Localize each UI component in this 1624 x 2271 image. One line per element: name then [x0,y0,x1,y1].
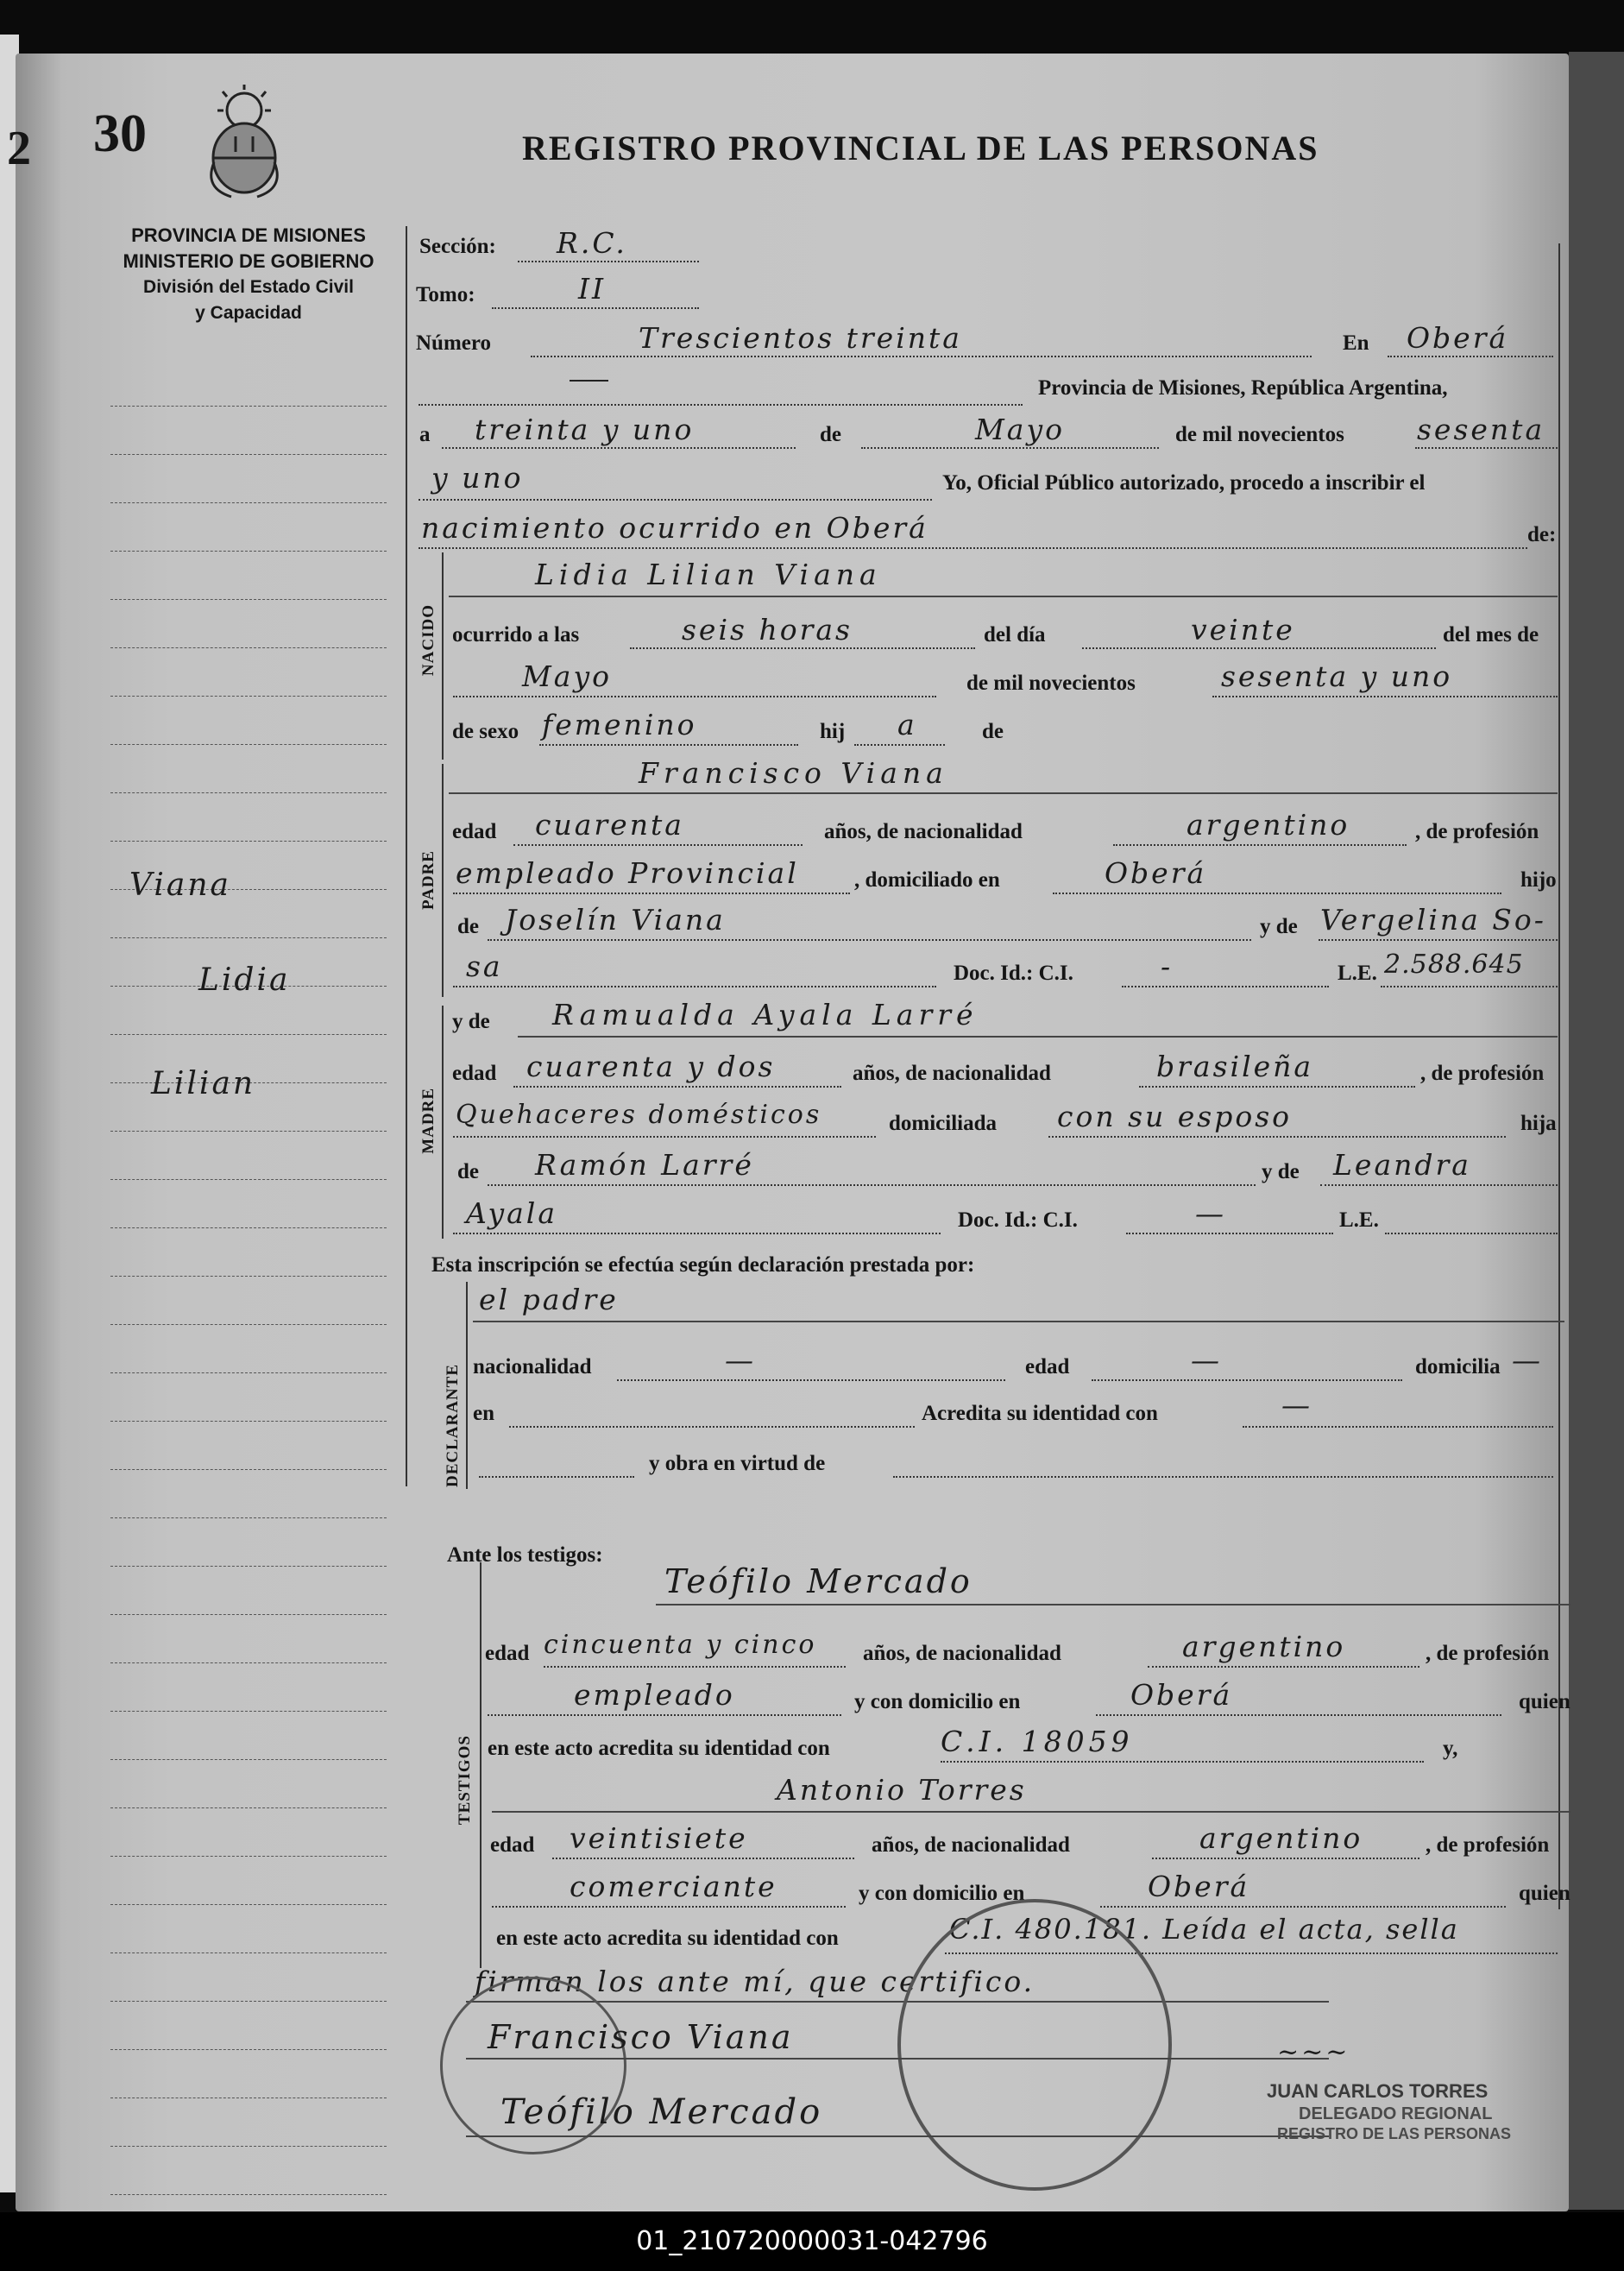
yo-label: Yo, Oficial Público autorizado, procedo a inscribir el [942,471,1426,495]
margin-ruled-line [110,1711,387,1712]
madre-edad-value: cuarenta y dos [526,1050,776,1083]
seccion-value: R.C. [557,226,627,260]
t2-prof-value: comerciante [570,1870,777,1903]
decl-edad-line [1092,1379,1402,1381]
abuelo-pat-de-label: de [457,915,479,938]
margin-ruled-line [110,551,387,552]
anio-value-1: sesenta [1417,413,1545,446]
abuelo-mat-value: Ramón Larré [535,1148,754,1182]
abuelo-mat-de-label: de [457,1160,479,1183]
page-number: 30 [93,104,147,163]
madre-prof-line [453,1136,876,1138]
t2-dom-value: Oberá [1148,1870,1250,1903]
abuela-mat-value-1: Leandra [1333,1148,1471,1182]
madre-ci-value: — [1195,1196,1226,1230]
t1-nac-value: argentino [1182,1630,1346,1663]
padre-prof-line [453,893,850,894]
madre-hija-label: hija [1520,1112,1557,1135]
t2-id-value: C.I. 480.181. Leída el acta, sella [949,1913,1459,1946]
decl-acredita-label: Acredita su identidad con [922,1402,1158,1425]
padre-edad-label: edad [452,820,497,843]
mes-line [861,447,1159,449]
office-ministry: MINISTERIO DE GOBIERNO [123,250,375,272]
padre-le-line [1381,986,1558,987]
dia-value: treinta y uno [475,413,695,446]
margin-page-number: 2 [7,122,31,175]
book-page-edge [1569,52,1624,2210]
madre-le-label: L.E. [1339,1208,1379,1232]
decl-en-label: en [473,1402,494,1425]
margin-ruled-line [110,1227,387,1228]
padre-dom-value: Oberá [1105,856,1207,890]
madre-edad-label: edad [452,1062,497,1085]
provincia-dash [570,380,608,382]
t2-dom-label: y con domicilio en [859,1882,1025,1905]
inscribe-value: nacimiento ocurrido en Oberá [421,511,928,545]
numero-value: Trescientos treinta [639,321,962,355]
abuela-mat-y-de-label: y de [1262,1160,1300,1183]
sexo-label: de sexo [452,720,519,743]
testigo1-value: Teófilo Mercado [664,1562,973,1600]
t2-dom-line [1100,1906,1506,1908]
madre-dom-value: con su esposo [1057,1100,1293,1133]
declarante-value: el padre [479,1283,619,1316]
anio-nac-line [1212,696,1558,697]
padre-nac-value: argentino [1187,808,1350,842]
decl-obra-label: y obra en virtud de [649,1452,826,1475]
abuela-mat2-line [453,1233,941,1234]
t1-y-label: y, [1443,1737,1458,1760]
numero-label: Número [416,331,492,355]
nombre-value: Lidia Lilian Viana [535,558,882,591]
t1-prof-value: empleado [574,1678,735,1712]
margin-ruled-line [110,599,387,600]
hora-value: seis horas [682,613,853,647]
hij-value: a [897,708,917,741]
t2-nac-label: años, de nacionalidad [872,1833,1070,1857]
margin-ruled-line [110,1469,387,1470]
t1-quien-label: quien [1519,1690,1570,1713]
madre-dom-label: domiciliada [889,1112,998,1135]
signature-father: Francisco Viana [488,2018,794,2056]
padre-nombre-value: Francisco Viana [639,756,948,790]
margin-ruled-line [110,1034,387,1035]
declarante-section-tab: DECLARANTE [444,1364,462,1488]
margin-ruled-line [110,1904,387,1905]
madre-prof-value: Quehaceres domésticos [456,1100,822,1130]
office-capacity: y Capacidad [195,303,302,323]
mes-value: Mayo [975,413,1065,446]
decl-en-line [509,1426,915,1428]
image-id-footer: 01_210720000031-042796 [0,2212,1624,2271]
padre-nac-label: años, de nacionalidad [824,820,1023,843]
madre-nac-value: brasileña [1156,1050,1314,1083]
t1-id-value: C.I. 18059 [941,1725,1134,1758]
madre-nac-label: años, de nacionalidad [853,1062,1051,1085]
fecha-de-label: de [820,423,841,446]
lugar-value: Oberá [1407,321,1509,355]
abuela-mat-value-2: Ayala [466,1196,558,1230]
madre-nombre-line [518,1036,1558,1038]
margin-ruled-line [110,1276,387,1277]
t1-edad-line [544,1666,846,1668]
page-title: REGISTRO PROVINCIAL DE LAS PERSONAS [522,129,1319,167]
dia-nac-value: veinte [1191,613,1295,647]
official-office: REGISTRO DE LAS PERSONAS [1277,2125,1512,2142]
form-left-border [406,226,407,1486]
office-province: PROVINCIA DE MISIONES [131,224,366,246]
margin-ruled-line [110,1566,387,1567]
anio2-line [419,499,932,501]
madre-ci-line [1126,1233,1333,1234]
padre-hijo-label: hijo [1520,868,1557,892]
padre-edad-value: cuarenta [535,808,684,842]
fecha-a-label: a [419,423,431,446]
seccion-line [518,261,699,262]
margin-ruled-line [110,2049,387,2050]
dia-line [442,447,796,449]
provincia-label: Provincia de Misiones, República Argentina, [1038,376,1448,400]
tomo-label: Tomo: [416,283,475,306]
decl-dom-value: — [1512,1343,1543,1377]
margin-ruled-line [110,1131,387,1132]
t1-prof-line [488,1714,841,1716]
t2-edad-label: edad [490,1833,535,1857]
abuela-mat-line [1320,1184,1558,1186]
hij-de-label: de [982,720,1004,743]
madre-nombre-value: Ramualda Ayala Larré [552,998,979,1031]
margin-ruled-line [110,1517,387,1518]
lugar-line [1388,356,1553,357]
decl-edad-value: — [1191,1343,1222,1377]
del-mes-label: del mes de [1443,623,1539,647]
ocurrido-label: ocurrido a las [452,623,580,647]
sexo-value: femenino [542,708,697,741]
t1-prof-label: , de profesión [1426,1642,1550,1665]
t2-quien-label: quien [1519,1882,1570,1905]
abuela-pat-value-1: Vergelina So- [1320,903,1546,937]
madre-ci-label: Doc. Id.: C.I. [958,1208,1078,1232]
declarante-line [473,1321,1564,1322]
abuela-pat-value-2: sa [466,949,503,983]
decl-nac-line [617,1379,1005,1381]
official-title: DELEGADO REGIONAL [1299,2104,1493,2123]
t1-nac-label: años, de nacionalidad [863,1642,1061,1665]
t1-acredita-label: en este acto acredita su identidad con [488,1737,830,1760]
coat-of-arms-emblem [197,85,292,205]
margin-ruled-line [110,1952,387,1953]
testigo2-line [492,1811,1570,1813]
official-name: JUAN CARLOS TORRES [1267,2080,1489,2102]
margin-ruled-line [110,696,387,697]
madre-edad-line [513,1086,841,1088]
fecha-mil-label: de mil novecientos [1175,423,1344,446]
margin-ruled-line [110,2001,387,2002]
t1-edad-label: edad [485,1642,530,1665]
tomo-line [492,307,699,309]
t1-dom-label: y con domicilio en [854,1690,1021,1713]
madre-nac-line [1139,1086,1415,1088]
t1-dom-value: Oberá [1130,1678,1233,1712]
nacido-bracket [442,552,444,760]
margin-ruled-line [110,1759,387,1760]
padre-prof-value: empleado Provincial [456,856,799,890]
t1-edad-value: cincuenta y cinco [544,1630,817,1660]
madre-bracket [442,1006,444,1239]
decl-obra-line [893,1476,1553,1478]
padre-le-label: L.E. [1338,962,1377,985]
margin-note-second-name: Lilian [151,1066,256,1101]
cierre-value: firman los ante mí, que certifico. [475,1965,1035,1998]
declarante-bracket [466,1282,468,1489]
abuelo-mat-line [488,1184,1256,1186]
padre-ci-value: - [1161,949,1174,983]
de-colon-label: de: [1527,523,1557,546]
dia-nac-line [1082,647,1436,649]
t1-nac-line [1148,1666,1419,1668]
t1-id-line [941,1761,1424,1763]
t2-acredita-label: en este acto acredita su identidad con [496,1927,839,1950]
mes-nac-line [453,696,936,697]
margin-ruled-line [110,1324,387,1325]
office-block [102,223,395,326]
testigo1-line [656,1604,1570,1605]
numero-line [531,356,1312,357]
padre-edad-line [513,844,803,846]
t2-nac-line [1152,1858,1419,1859]
official-signature: ~~~ [1277,2037,1350,2067]
abuela-pat-line [1319,939,1558,941]
t2-nac-value: argentino [1199,1821,1363,1855]
mes-nac-value: Mayo [522,659,612,693]
margin-ruled-line [110,406,387,407]
decl-nac-value: — [725,1343,756,1377]
official-round-stamp [897,1899,1172,2191]
margin-ruled-line [110,2146,387,2147]
margin-note-first-name: Lidia [198,962,291,998]
ante-testigos-label: Ante los testigos: [447,1543,603,1567]
hij-line [854,744,945,746]
nacido-section-tab: NACIDO [419,604,437,677]
padre-section-tab: PADRE [419,850,437,911]
hij-label: hij [820,720,846,743]
padre-dom-line [1053,893,1501,894]
madre-prof-label: , de profesión [1420,1062,1545,1085]
decl-acredita-line [1243,1426,1553,1428]
madre-le-line [1385,1233,1558,1234]
firma1-line [466,2058,1329,2060]
del-dia-label: del día [984,623,1046,647]
tomo-value: II [578,272,607,306]
margin-ruled-line [110,502,387,503]
inscribe-line [419,547,1527,549]
padre-le-value: 2.588.645 [1384,949,1524,980]
decl-nac-label: nacionalidad [473,1355,592,1378]
testigos-bracket [480,1562,482,1968]
firma2-line [466,2135,1329,2137]
anio-nac-value: sesenta y uno [1221,659,1453,693]
form-right-border [1558,243,1560,1909]
margin-ruled-line [110,792,387,793]
signature-witness: Teófilo Mercado [500,2092,823,2132]
decl-acredita-value: — [1281,1388,1312,1422]
margin-ruled-line [110,647,387,648]
declaracion-label: Esta inscripción se efectúa según declaración prestada por: [431,1253,975,1277]
testigos-section-tab: TESTIGOS [456,1735,474,1826]
provincia-line [419,404,1023,406]
abuela-pat-y-de-label: y de [1260,915,1298,938]
decl-edad-label: edad [1025,1355,1070,1378]
abuelo-pat-value: Joselín Viana [505,903,726,937]
testigo2-value: Antonio Torres [777,1773,1027,1807]
padre-dom-label: , domiciliado en [854,868,1000,892]
margin-ruled-line [110,1421,387,1422]
margin-ruled-line [110,1372,387,1373]
t2-edad-line [552,1858,854,1859]
anio-line [1415,447,1558,449]
margin-ruled-line [110,841,387,842]
mil-nac-label: de mil novecientos [966,672,1136,695]
padre-prof-label: , de profesión [1415,820,1539,843]
abuela-pat2-line [453,986,936,987]
decl-obra-pre-line [479,1476,634,1478]
t2-prof-label: , de profesión [1426,1833,1550,1857]
margin-ruled-line [110,937,387,938]
padre-bracket [442,764,444,997]
margin-ruled-line [110,1807,387,1808]
decl-dom-label: domicilia [1415,1355,1501,1378]
margin-note-surname: Viana [129,867,231,903]
margin-ruled-line [110,1662,387,1663]
anio-value-2: y uno [431,461,524,495]
seccion-label: Sección: [419,235,496,258]
nombre-line [449,596,1558,597]
margin-ruled-line [110,1179,387,1180]
t1-dom-line [1096,1714,1501,1716]
madre-dom-line [1048,1136,1506,1138]
margin-ruled-line [110,744,387,745]
office-division: División del Estado Civil [143,277,354,297]
t2-edad-value: veintisiete [570,1821,748,1855]
madre-section-tab: MADRE [419,1088,437,1154]
padre-ci-line [1122,986,1329,987]
margin-ruled-line [110,1614,387,1615]
margin-ruled-line [110,1856,387,1857]
padre-nac-line [1113,844,1407,846]
abuelo-pat-line [488,939,1251,941]
margin-ruled-line [110,2194,387,2195]
sexo-line [539,744,798,746]
margin-ruled-line [110,454,387,455]
padre-ci-label: Doc. Id.: C.I. [954,962,1073,985]
en-label: En [1343,331,1369,355]
padre-nombre-line [449,792,1558,794]
hora-line [630,647,975,649]
t2-prof-line [492,1906,846,1908]
madre-y-de-label: y de [452,1010,490,1033]
